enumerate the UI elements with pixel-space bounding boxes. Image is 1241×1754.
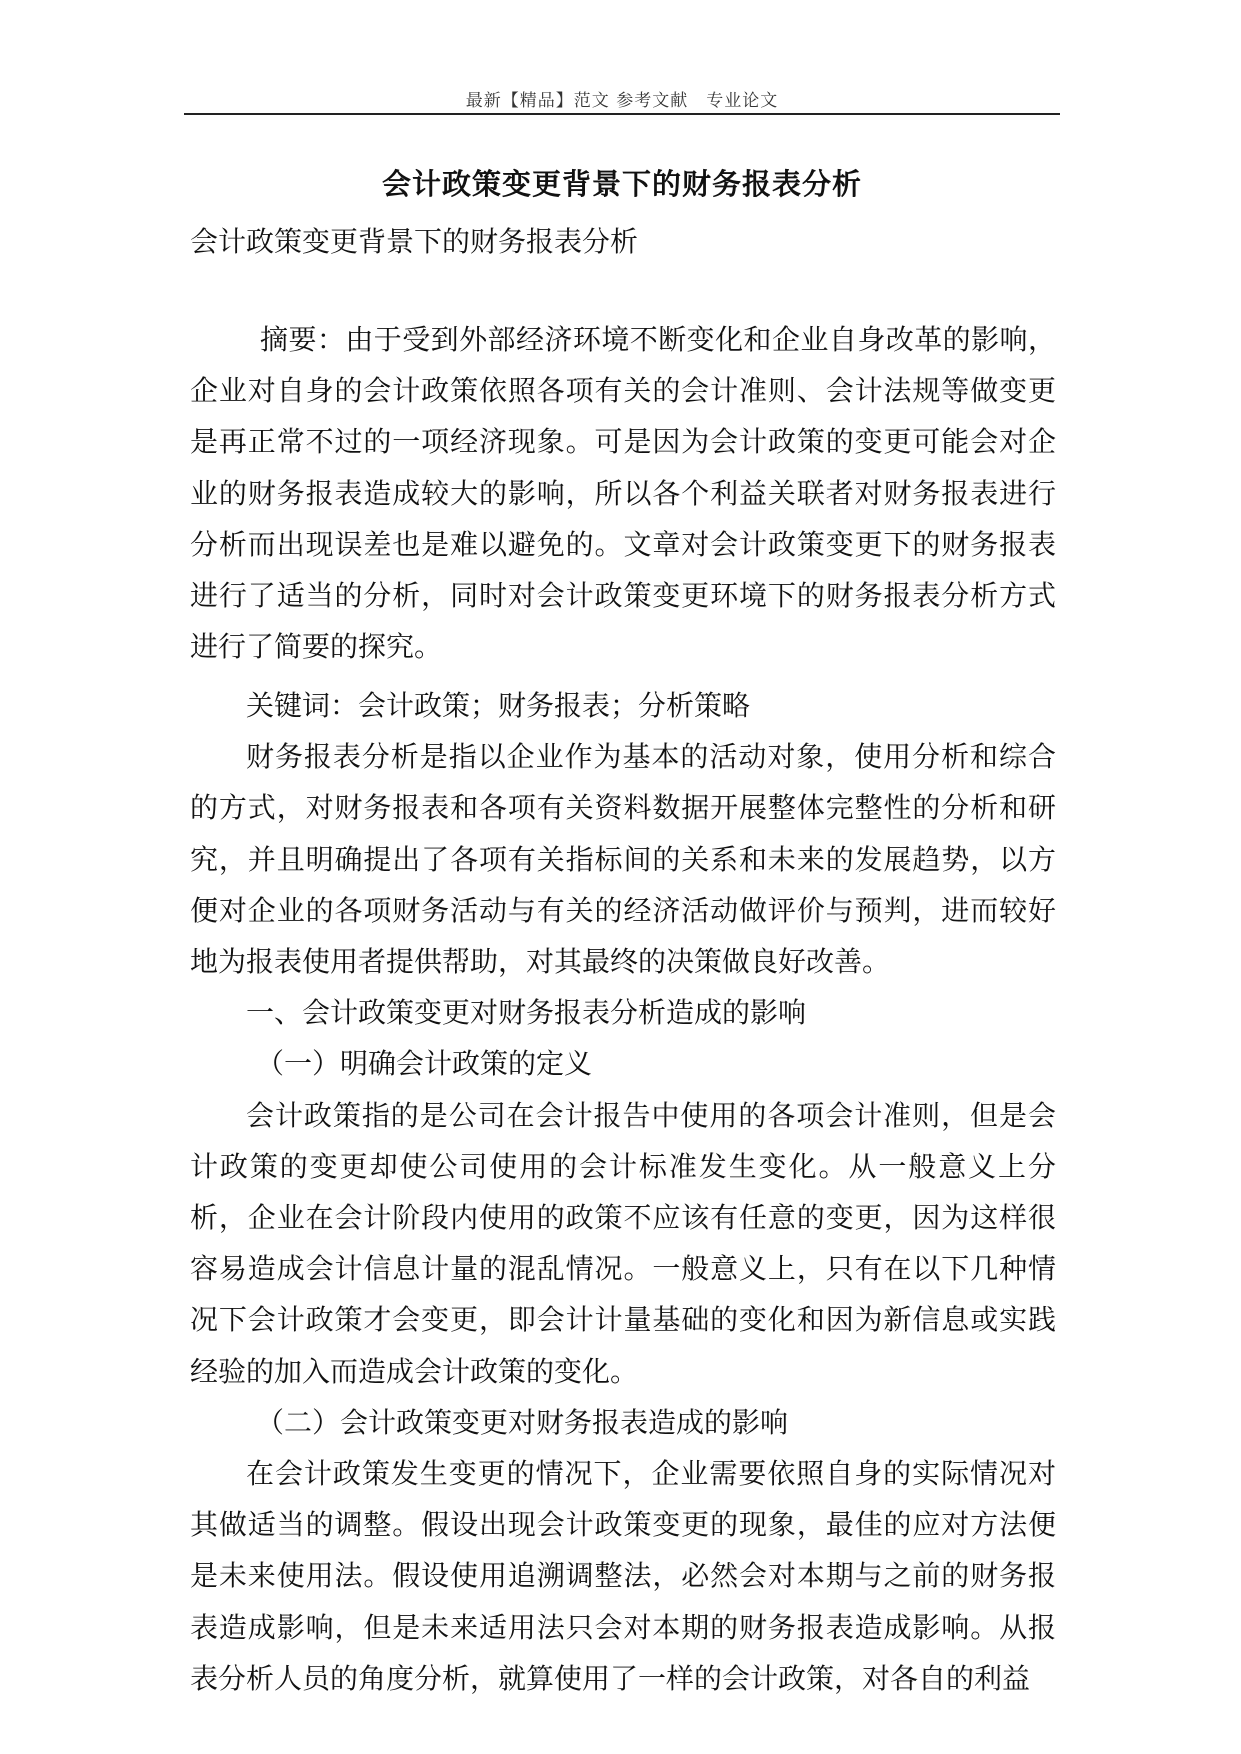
abstract-paragraph: 摘要：由于受到外部经济环境不断变化和企业自身改革的影响，企业对自身的会计政策依照各项有关的会计准则、会计法规等做变更是再正常不过的一项经济现象。可是因为会计政策的变更可能会对企业的财务报表造成较大的影响，所以各个利益关联者对财务报表进行分析而出现误差也是难以避免的。文章对会计政策变更下的财务报表进行了适当的分析，同时对会计政策变更环境下的财务报表分析方式进行了简要的探究。 xyxy=(190,323,1056,664)
subsection-paragraph-1-1: 会计政策指的是公司在会计报告中使用的各项会计准则，但是会计政策的变更却使公司使用的会计标准发生变化。从一般意义上分析，企业在会计阶段内使用的政策不应该有任意的变更，因为这样很容易造成会计信息计量的混乱情况。一般意义上，只有在以下几种情况下会计政策才会变更，即会计计量基础的变化和因为新信息或实践经验的加入而造成会计政策的变化。 xyxy=(190,1098,1056,1388)
keywords-paragraph: 关键词：会计政策；财务报表；分析策略 xyxy=(246,689,751,722)
section-heading-1: 一、会计政策变更对财务报表分析造成的影响 xyxy=(246,996,807,1030)
page-header: 最新【精品】范文 参考文献 专业论文 xyxy=(465,91,779,111)
header-divider xyxy=(184,113,1060,115)
intro-paragraph: 财务报表分析是指以企业作为基本的活动对象，使用分析和综合的方式，对财务报表和各项有关资料数据开展整体完整性的分析和研究，并且明确提出了各项有关指标间的关系和未来的发展趋势，以方便对企业的各项财务活动与有关的经济活动做评价与预判，进而较好地为报表使用者提供帮助，对其最终的决策做良好改善。 xyxy=(190,740,1056,979)
document-subtitle: 会计政策变更背景下的财务报表分析 xyxy=(190,225,639,258)
subsection-heading-1-1: （一）明确会计政策的定义 xyxy=(256,1047,593,1081)
main-body xyxy=(190,680,1056,1704)
document-title: 会计政策变更背景下的财务报表分析 xyxy=(381,167,862,201)
subsection-paragraph-1-2: 在会计政策发生变更的情况下，企业需要依照自身的实际情况对其做适当的调整。假设出现会计政策变更的现象，最佳的应对方法便是未来使用法。假设使用追溯调整法，必然会对本期与之前的财务报表造成影响，但是未来适用法只会对本期的财务报表造成影响。从报表分析人员的角度分析，就算使用了一样的会计政策，对各自的利益 xyxy=(190,1457,1056,1695)
subsection-heading-1-2: （二）会计政策变更对财务报表造成的影响 xyxy=(256,1405,789,1439)
